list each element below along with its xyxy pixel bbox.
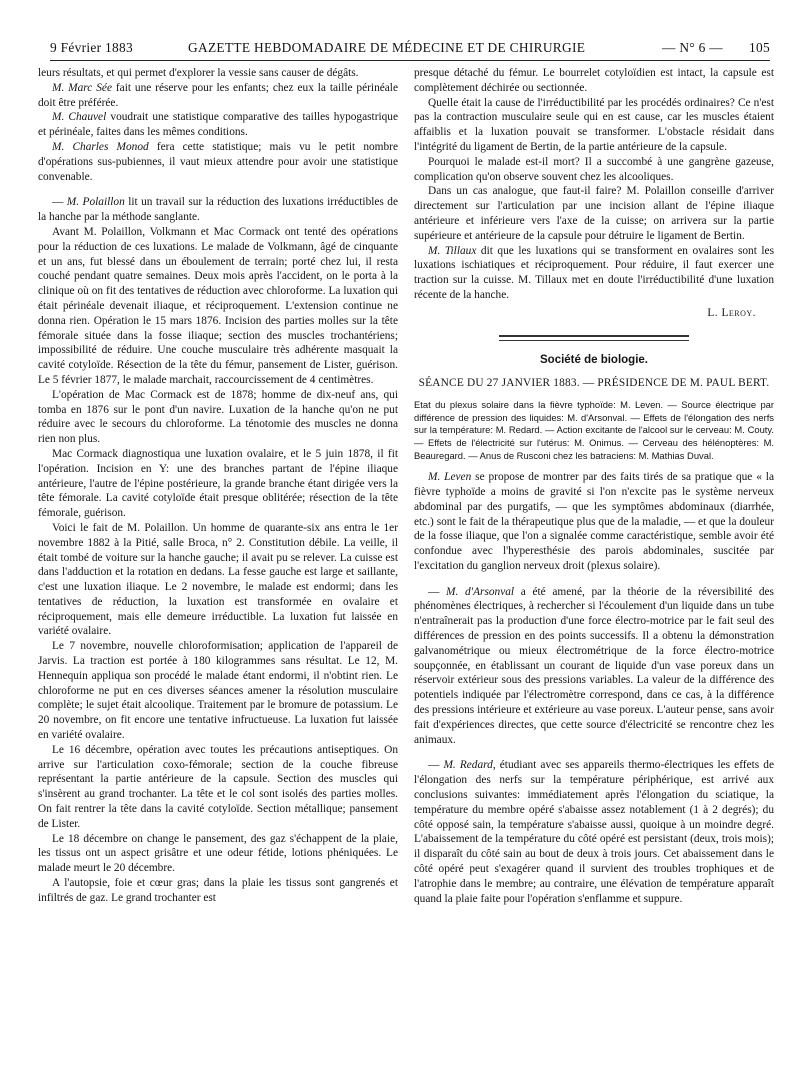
- section-divider: [499, 335, 689, 341]
- paragraph: M. Leven se propose de montrer par des faits tirés de sa pratique que « la fièvre typhoïde a moins de gravité si l'on n'excite pas le système nerveux abdominal par des purgatifs, — que les symptômes abdominaux (diarrhée, etc.) sont le fait de la thérapeutique plus que de la maladie, — et que la douleur de la fosse iliaque, que l'on a signalée comme caractéristique, semble avoir été confondue avec l'hyperesthésie des parois abdominales, suscitée par l'excitation du ganglion nerveux droit (plexus solaire).: [414, 471, 774, 572]
- section-title: Société de biologie.: [540, 353, 648, 366]
- speaker-name: M. d'Arsonval: [446, 585, 515, 598]
- speaker-name: M. Leven: [428, 471, 472, 484]
- issue-number: — N° 6 —: [662, 40, 723, 55]
- paragraph: M. Tillaux dit que les luxations qui se transforment en ovalaires sont les luxations ischiatiques et réciproquement. Pour réduire, il faut exercer une traction sur la cuisse. M. Tillaux met en doute l'irréductibilité d'une luxation récente de la hanche.: [414, 244, 775, 301]
- speaker-name: M. Redard: [443, 759, 493, 772]
- paragraph: — M. Polaillon lit un travail sur la réduction des luxations irréductibles de la hanche par la méthode sanglante.: [38, 196, 398, 224]
- speaker-name: M. Charles Monod: [52, 140, 149, 153]
- header-date: 9 Février 1883: [50, 40, 134, 55]
- paragraph: M. Charles Monod fera cette statistique; mais vu le petit nombre d'opérations sus-pubiennes, il vaut mieux attendre pour avoir une statistique convenable.: [38, 140, 398, 183]
- paragraph: M. Marc Sée fait une réserve pour les enfants; chez eux la taille périnéale doit être préférée.: [38, 81, 398, 109]
- paragraph: Le 7 novembre, nouvelle chloroformisation; application de l'appareil de Jarvis. La traction est portée à 180 kilogrammes sans résultat. Le 12, M. Hennequin appliqua son procédé le malade étant endormi, il n'obtint rien. Le chloroforme ne put en ces diverses séances amener la résolution musculaire complète; le sujet était alcoolique. Traitement par le bromure de potassium. Le 20 novembre, on fit encore une tentative infructueuse. La luxation fut laissée en variété ovalaire.: [38, 640, 398, 742]
- speaker-name: M. Tillaux: [428, 244, 477, 257]
- speaker-name: M. Chauvel: [52, 111, 107, 124]
- page-number: 105: [749, 40, 770, 55]
- paragraph: A l'autopsie, foie et cœur gras; dans la plaie les tissus sont gangrenés et infiltrés de gaz. Le grand trochanter est: [38, 877, 398, 904]
- paragraph: Le 18 décembre on change le pansement, des gaz s'échappent de la plaie, les tissus ont un aspect grisâtre et une odeur fétide, lotions phéniquées. Le malade meurt le 20 décembre.: [38, 832, 398, 875]
- paragraph: Mac Cormack diagnostiqua une luxation ovalaire, et le 5 juin 1878, il fit l'opération. Incision en Y: une des branches partant de l'épine iliaque antérieure, l'autre de l'épine postérieure, la grande branche étant dirigée vers la tête fémorale. La cavité cotyloïde était presque oblitérée; résection de la tête fémorale, guérison.: [38, 447, 398, 520]
- paragraph: M. Chauvel voudrait une statistique comparative des tailles hypogastrique et périnéale, faites dans les mêmes conditions.: [38, 111, 398, 139]
- paragraph: Dans un cas analogue, que faut-il faire? M. Polaillon conseille d'arriver directement sur l'articulation par une incision allant de l'épine iliaque antérieure et inférieure vers l'axe de la cuisse; on arrivera sur la partie supérieure et antérieure de la capsule pour détruire le ligament de Bertin.: [414, 185, 774, 242]
- left-column: [38, 66, 398, 906]
- paragraph: Voici le fait de M. Polaillon. Un homme de quarante-six ans entra le 1er novembre 1882 à la Pitié, salle Broca, n° 2. Constitution débile. La veille, il était tombé de voiture sur la hanche gauche; il avait pu se relever. La cuisse est dans l'adduction et la rotation en dedans. La fesse gauche est large et saillante, c'est une luxation iliaque. Le 2 novembre, le malade est endormi; dans les tentatives de réduction, la luxation est transformée en ovalaire et réciproquement, mais elle demeure irréductible. La luxation fut laissée en variété ovalaire.: [38, 521, 398, 638]
- paragraph: presque détaché du fémur. Le bourrelet cotyloïdien est intact, la capsule est complètement déchirée ou sectionnée.: [414, 67, 774, 94]
- journal-title: GAZETTE HEBDOMADAIRE DE MÉDECINE ET DE CHIRURGIE: [188, 40, 586, 55]
- session-heading: SÉANCE DU 27 JANVIER 1883. — PRÉSIDENCE DE M. PAUL BERT.: [418, 377, 770, 390]
- paragraph: Quelle était la cause de l'irréductibilité par les procédés ordinaires? Ce n'est pas la contraction musculaire seule qui en est cause, car les muscles étaient affaiblis et la luxation pouvait se transformer. L'obstacle résidait dans l'intégrité du ligament de Bertin, de la partie antérieure de la capsule.: [414, 96, 774, 153]
- paragraph: — M. d'Arsonval a été amené, par la théorie de la réversibilité des phénomènes électriques, à rechercher si l'écoulement d'un liquide dans un tube n'entraînerait pas la production d'une force électro-motrice par le fait seul des différences de pression en des points successifs. Il a obtenu la démonstration galvanométrique ou mieux électrométrique de la force électro-motrice soupçonnée, en établissant un courant de liquide d'un vase poreux dans un réservoir extérieur sous des pressions variables. La valeur de la différence des potentiels indiquée par l'électromètre correspond, dans ce cas, à la différence des pressions intérieure et extérieure au vase poreux. L'auteur pense, sans avoir fait d'expériences directes, que cette source d'électricité se rencontre chez les animaux.: [414, 585, 774, 746]
- paragraph: Le 16 décembre, opération avec toutes les précautions antiseptiques. On arrive sur l'articulation coxo-fémorale; section de la couche fibreuse représentant la partie antérieure de la capsule. Section des muscles qui s'insèrent au grand trochanter. La tête et le col sont isolés des parties molles. On fait rentrer la tête dans la cavité cotyloïde. Section métallique; pansement de Lister.: [38, 743, 398, 830]
- session-summary: Etat du plexus solaire dans la fièvre typhoïde: M. Leven. — Source électrique par différence de pression des liquides: M. d'Arsonval. — Effets de l'élongation des nerfs sur la température: M. Redard. — Action excitante de l'alcool sur le cerveau: M. Couty. — Effets de l'électricité sur l'utérus: M. Onimus. — Cerveau des hélénoptères: M. Beauregard. — Anus de Rusconi chez les batraciens: M. Mathias Duval.: [414, 399, 774, 461]
- speaker-name: M. Polaillon: [66, 196, 125, 209]
- right-column: [414, 66, 774, 906]
- speaker-name: M. Marc Sée: [52, 81, 112, 94]
- paragraph: L'opération de Mac Cormack est de 1878; homme de dix-neuf ans, qui tomba en 1876 sur le pont d'un navire. Luxation de la hanche qu'on ne put réduire avec le secours du chloroforme. La ténotomie des muscles ne donna rien non plus.: [38, 388, 398, 446]
- paragraph: Pourquoi le malade est-il mort? Il a succombé à une gangrène gazeuse, complication qu'on observe souvent chez les alcooliques.: [414, 155, 774, 183]
- running-header: [50, 38, 770, 61]
- paragraph: — M. Redard, étudiant avec ses appareils thermo-électriques les effets de l'élongation des nerfs sur la température périphérique, est arrivé aux conclusions suivantes: immédiatement après l'élongation du sciatique, la température du membre opéré s'abaisse assez notablement (1 à 2 degrés); du côté opposé sain, la température s'abaisse aussi, quoique à un moindre degré. L'abaissement de la température du côté opéré est persistant (deux, trois mois); il disparaît du côté sain au bout de deux à trois jours. Cet abaissement dans le côté opéré peut s'exagérer quand il survient des troubles trophiques et de l'atrophie dans le membre; au contraire, une élévation de température apparaît quand la plaie faite pour l'opération s'enflamme et suppure.: [414, 759, 774, 905]
- paragraph: leurs résultats, et qui permet d'explorer la vessie sans causer de dégâts.: [38, 67, 359, 79]
- paragraph: Avant M. Polaillon, Volkmann et Mac Cormack ont tenté des opérations pour la réduction de ces luxations. Le malade de Volkmann, âgé de cinquante et un ans, fut blessé dans un éboulement de terrain; porté chez lui, il resta couché pendant quatre semaines. Deux mois après l'accident, on le porta à la clinique où on fit des tentatives de réduction avec chloroforme. La luxation qui était périnéale devenait iliaque, et réciproquement. L'extension continue ne donna rien. Opération le 15 mars 1876. Incision des parties molles sur la tête fémorale située dans la fosse iliaque; section des muscles trochantériens; impossibilité de réduire. Une couche musculaire très adhérente masquait la cavité cotyloïde. Résection de la tête du fémur, pansement de Lister, guérison. Le 5 février 1877, le malade marchait, raccourcissement de 4 centimètres.: [38, 225, 398, 386]
- author-signature: L. Leroy.: [707, 306, 756, 319]
